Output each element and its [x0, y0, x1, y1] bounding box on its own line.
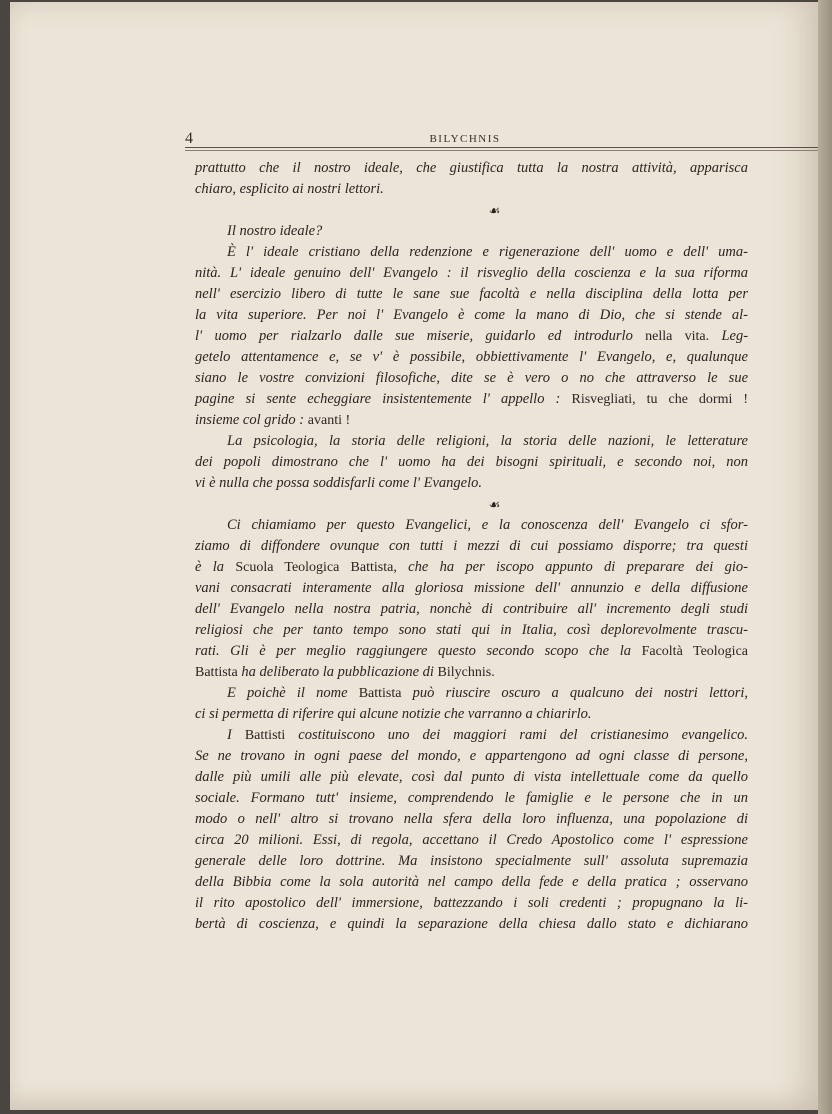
text-line: prattutto che il nostro ideale, che giustifica tutta la nostra attività, apparisca	[195, 160, 748, 176]
text-line: dei popoli dimostrano che l' uomo ha dei bisogni spirituali, e secondo noi, non	[195, 454, 748, 470]
text-line: La psicologia, la storia delle religioni, la storia delle nazioni, le letterature	[227, 433, 748, 449]
page-number: 4	[185, 130, 193, 147]
text-line: sociale. Formano tutt' insieme, comprendendo le famiglie e le persone che in un	[195, 790, 748, 806]
text-line: vani consacrati interamente alla gloriosa missione dell' annunzio e della diffusione	[195, 580, 748, 596]
text-line: l' uomo per rialzarlo dalle sue miserie, guidarlo ed introdurlo nella vita. Leg-	[195, 328, 749, 344]
text-line: vi è nulla che possa soddisfarli come l' Evangelo.	[195, 475, 483, 491]
text-line: modo o nell' altro si trovano nella sfera della loro influenza, una popolazione di	[195, 811, 748, 827]
text-line: chiaro, esplicito ai nostri lettori.	[195, 181, 384, 197]
text-line: della Bibbia come la sola autorità nel campo della fede e della pratica ; osservano	[195, 874, 748, 890]
section-ornament	[195, 494, 748, 515]
header-rule-thin	[185, 150, 832, 151]
text-line: il rito apostolico dell' immersione, battezzando i soli credenti ; propugnano la li-	[195, 895, 748, 911]
text-line: nità. L' ideale genuino dell' Evangelo : il risveglio della coscienza e la sua riforma	[195, 265, 748, 281]
text-line: religiosi che per tanto tempo sono stati qui in Italia, così deplorevolmente trascu-	[195, 622, 748, 638]
page-sheet	[10, 2, 818, 1110]
header-rule-thick	[185, 147, 832, 148]
text-line: Ci chiamiamo per questo Evangelici, e la conoscenza dell' Evangelo ci sfor-	[227, 517, 748, 533]
text-line: Se ne trovano in ogni paese del mondo, e appartengono ad ogni classe di persone,	[195, 748, 748, 764]
text-line: E poichè il nome Battista può riuscire oscuro a qualcuno dei nostri lettori,	[227, 685, 749, 701]
page-edge	[818, 0, 832, 1114]
text-line: È l' ideale cristiano della redenzione e rigenerazione dell' uomo e dell' uma-	[227, 244, 748, 260]
section-ornament	[195, 200, 748, 221]
text-line: I Battisti costituiscono uno dei maggiori rami del cristianesimo evangelico.	[227, 727, 749, 743]
text-line: ziamo di diffondere ovunque con tutti i mezzi di cui possiamo disporre; tra questi	[195, 538, 748, 554]
text-line: Battista ha deliberato la pubblicazione di Bilychnis.	[195, 664, 495, 680]
running-title: BILYCHNIS	[429, 133, 501, 145]
text-line: insieme col grido : avanti !	[195, 412, 351, 428]
text-line: bertà di coscienza, e quindi la separazione della chiesa dallo stato e dichiarano	[195, 916, 748, 932]
text-line: siano le vostre convizioni filosofiche, dite se è vero o no che attraverso le sue	[195, 370, 748, 386]
text-line: getelo attentamence e, se v' è possibile, obbiettivamente l' Evangelo, e, qualunque	[195, 349, 748, 365]
text-line: la vita superiore. Per noi l' Evangelo è come la mano di Dio, che si stende al-	[195, 307, 748, 323]
text-line: dell' Evangelo nella nostra patria, nonchè di contribuire all' incremento degli studi	[195, 601, 748, 617]
text-line: dalle più umili alle più elevate, così dal punto di vista intellettuale come da quello	[195, 769, 748, 785]
text-line: rati. Gli è per meglio raggiungere questo secondo scopo che la Facoltà Teologica	[195, 643, 748, 659]
fleuron-icon: ☙	[488, 203, 501, 218]
text-line: è la Scuola Teologica Battista, che ha per iscopo appunto di preparare dei gio-	[195, 559, 749, 575]
text-line: generale delle loro dottrine. Ma insistono specialmente sull' assoluta supremazia	[195, 853, 748, 869]
text-line: pagine si sente echeggiare insistentemente l' appello : Risvegliati, tu che dormi !	[195, 391, 748, 407]
fleuron-icon: ☙	[488, 497, 501, 512]
body-text	[195, 158, 748, 935]
text-line: nell' esercizio libero di tutte le sane sue facoltà e nella disciplina della lotta per	[195, 286, 748, 302]
text-line: ci si permetta di riferire qui alcune notizie che varranno a chiarirlo.	[195, 706, 592, 722]
text-line: Il nostro ideale?	[227, 223, 323, 239]
text-line: circa 20 milioni. Essi, di regola, accettano il Credo Apostolico come l' espressione	[195, 832, 748, 848]
